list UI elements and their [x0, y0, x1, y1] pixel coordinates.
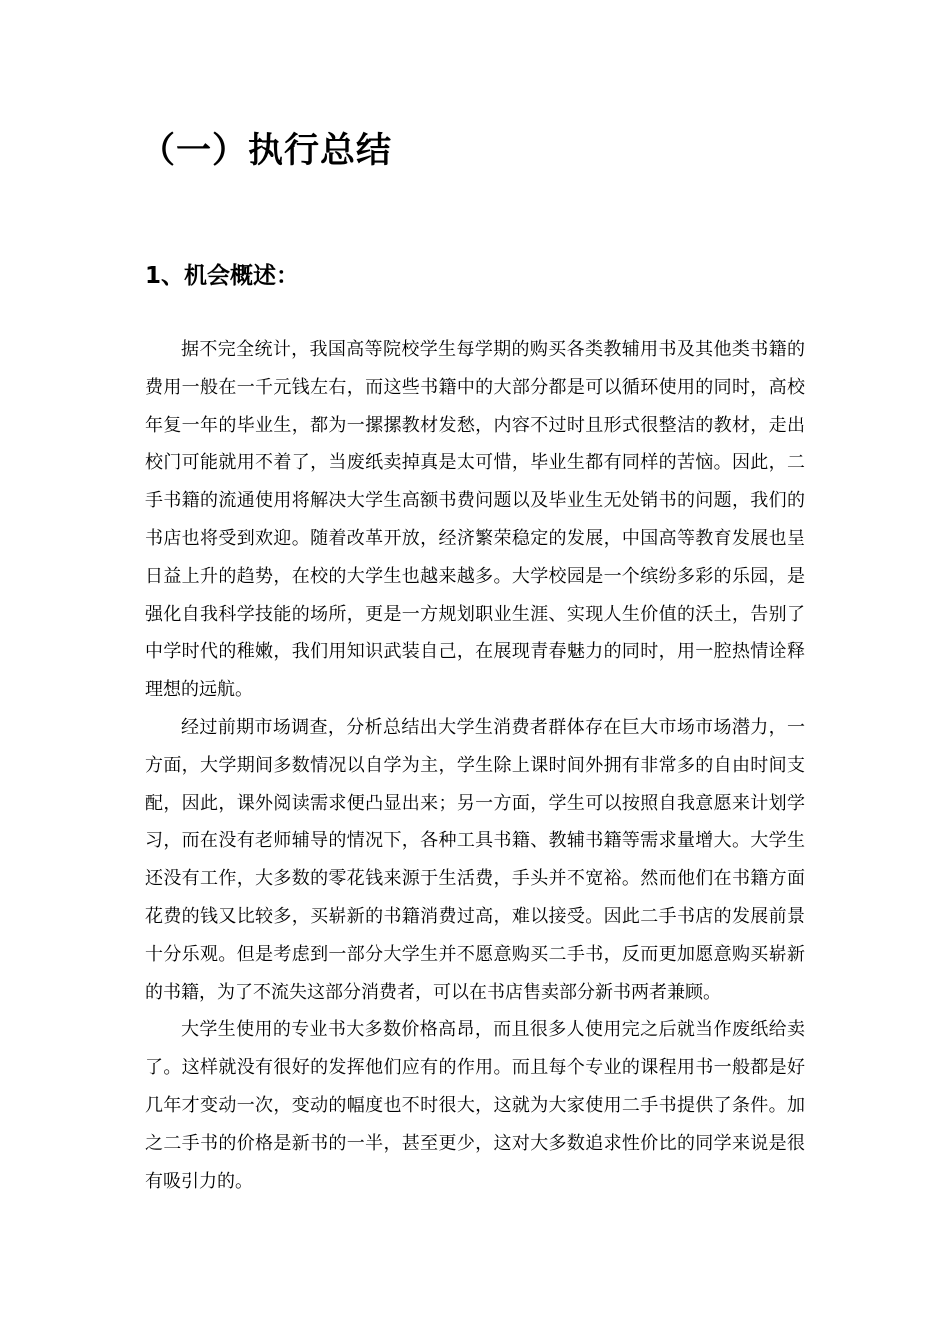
section-title: （一）执行总结	[140, 131, 393, 171]
paragraph: 经过前期市场调查，分析总结出大学生消费者群体存在巨大市场市场潜力，一方面，大学期间多数情况以自学为主，学生除上课时间外拥有非常多的自由时间支配，因此，课外阅读需求便凸显出来；另一方面，学生可以按照自我意愿来计划学习，而在没有老师辅导的情况下，各种工具书籍、教辅书籍等需求量增大。大学生还没有工作，大多数的零花钱来源于生活费，手头并不宽裕。然而他们在书籍方面花费的钱又比较多，买崭新的书籍消费过高，难以接受。因此二手书店的发展前景十分乐观。但是考虑到一部分大学生并不愿意购买二手书，反而更加愿意购买崭新的书籍，为了不流失这部分消费者，可以在书店售卖部分新书两者兼顾。	[145, 716, 805, 1003]
subsection-title: 1、机会概述：	[145, 263, 300, 289]
body-text	[145, 331, 805, 1200]
paragraph: 大学生使用的专业书大多数价格高昂，而且很多人使用完之后就当作废纸给卖了。这样就没有很好的发挥他们应有的作用。而且每个专业的课程用书一般都是好几年才变动一次，变动的幅度也不时很大，这就为大家使用二手书提供了条件。加之二手书的价格是新书的一半，甚至更少，这对大多数追求性价比的同学来说是很有吸引力的。	[145, 1019, 805, 1192]
paragraph: 据不完全统计，我国高等院校学生每学期的购买各类教辅用书及其他类书籍的费用一般在一千元钱左右，而这些书籍中的大部分都是可以循环使用的同时，高校年复一年的毕业生，都为一摞摞教材发愁，内容不过时且形式很整洁的教材，走出校门可能就用不着了，当废纸卖掉真是太可惜，毕业生都有同样的苦恼。因此，二手书籍的流通使用将解决大学生高额书费问题以及毕业生无处销书的问题，我们的书店也将受到欢迎。随着改革开放，经济繁荣稳定的发展，中国高等教育发展也呈日益上升的趋势，在校的大学生也越来越多。大学校园是一个缤纷多彩的乐园，是强化自我科学技能的场所，更是一方规划职业生涯、实现人生价值的沃土，告别了中学时代的稚嫩，我们用知识武装自己，在展现青春魅力的同时，用一腔热情诠释理想的远航。	[145, 339, 805, 701]
